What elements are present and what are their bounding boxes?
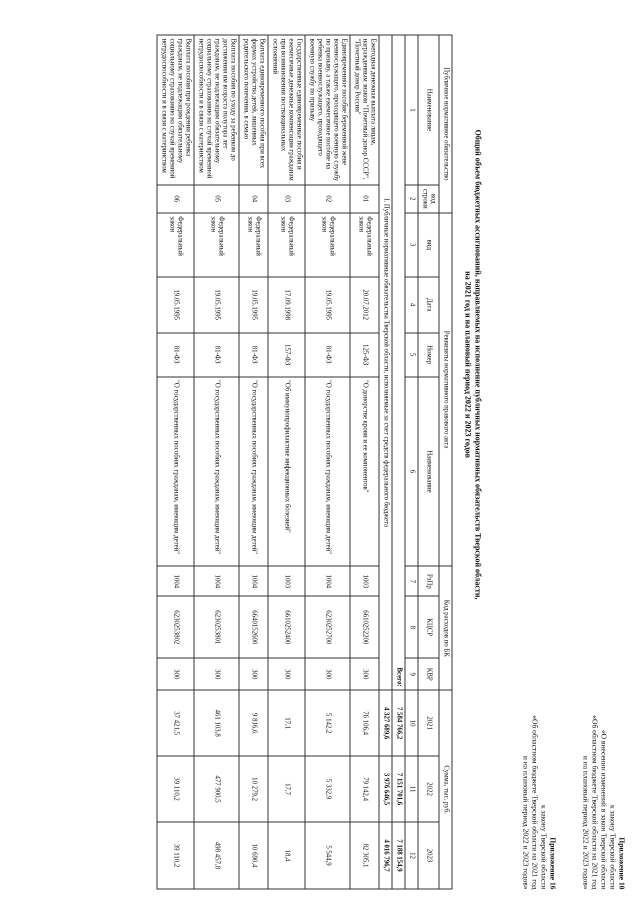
act-type: Федеральный закон (305, 213, 350, 277)
act-name: "Об иммунопрофилактике инфекционных болезней" (268, 377, 305, 567)
column-number: 10 (405, 690, 418, 756)
rzpr-code: 1003 (350, 566, 379, 596)
total-2021: 7 584 766,2 (392, 690, 405, 756)
amount-2022: 39 110,2 (157, 756, 194, 822)
column-number: 3 (405, 213, 418, 277)
amount-2023: 10 690,4 (239, 822, 268, 889)
act-type: Федеральный закон (194, 213, 239, 277)
act-number: 81-ФЗ (305, 333, 350, 377)
appendix-16-title: Приложение 16 (548, 837, 558, 890)
obligation-name: Ежегодная денежная выплата лицам, награжденным знаком "Почетный донор СССР", "Почетный донор России" (350, 35, 379, 185)
csr-code: 6610252400 (268, 596, 305, 658)
appendix-10-header (582, 510, 627, 890)
header-year-2021: 2021 (418, 690, 439, 756)
table-row (305, 35, 350, 889)
section-row (379, 35, 392, 889)
amount-2021: 9 816,6 (239, 690, 268, 756)
column-number: 4 (405, 277, 418, 333)
amount-2021: 76 106,4 (350, 690, 379, 756)
act-date: 19.05.1995 (157, 277, 194, 333)
section-2022: 3 976 646,5 (379, 756, 392, 822)
section-2021: 4 327 689,6 (379, 690, 392, 756)
appendix-16-line3: и на плановый период 2022 и 2023 годов» (521, 755, 531, 890)
column-number: 5 (405, 333, 418, 377)
act-number: 81-ФЗ (194, 333, 239, 377)
table-row (194, 35, 239, 889)
rzpr-code: 1003 (268, 566, 305, 596)
act-type: Федеральный закон (350, 213, 379, 277)
column-number: 9 (405, 658, 418, 690)
row-code: 06 (157, 185, 194, 213)
header-type: вид (418, 213, 439, 277)
table-row (157, 35, 194, 889)
csr-code: 6610252200 (350, 596, 379, 658)
header-year-2023: 2023 (418, 822, 439, 889)
act-date: 19.05.1995 (239, 277, 268, 333)
act-name: "О государственных пособиях гражданам, имеющим детей" (157, 377, 194, 567)
table-row (239, 35, 268, 889)
obligation-name: Государственные единовременные пособия и ежемесячные денежные компенсации гражданам при возникновении поствакцинальных осложнений (268, 35, 305, 185)
row-code: 01 (350, 185, 379, 213)
header-row-code: код строки (418, 185, 439, 213)
column-number: 2 (405, 185, 418, 213)
csr-code: 6230253801 (194, 596, 239, 658)
amount-2022: 477 900,5 (194, 756, 239, 822)
total-2022: 7 151 701,6 (392, 756, 405, 822)
total-label: Всего: (392, 35, 405, 690)
row-code: 05 (194, 185, 239, 213)
appendix-10-title: Приложение 10 (617, 837, 627, 890)
column-number: 8 (405, 596, 418, 658)
rzpr-code: 1004 (194, 566, 239, 596)
act-name: "О государственных пособиях гражданам, имеющим детей" (239, 377, 268, 567)
document-title-line2: на 2021 год и на плановый период 2022 и 2023 годов (463, 271, 473, 458)
header-act-name: Наименование (418, 377, 439, 567)
rzpr-code: 1004 (157, 566, 194, 596)
row-code: 04 (239, 185, 268, 213)
section-title: I. Публичные нормативные обязательства Тверской области, исполняемые за счет средств федерального бюджета (379, 35, 392, 690)
amount-2022: 79 142,4 (350, 756, 379, 822)
appendix-16-line1: к закону Тверской области (539, 804, 549, 890)
section-2023: 4 016 796,7 (379, 822, 392, 889)
column-number: 12 (405, 822, 418, 889)
rzpr-code: 1004 (239, 566, 268, 596)
amount-2021: 461 103,8 (194, 690, 239, 756)
amount-2021: 37 421,5 (157, 690, 194, 756)
kvr-code: 300 (350, 658, 379, 690)
row-code: 03 (268, 185, 305, 213)
kvr-code: 300 (157, 658, 194, 690)
kvr-code: 300 (305, 658, 350, 690)
amount-2023: 498 457,8 (194, 822, 239, 889)
kvr-code: 300 (194, 658, 239, 690)
kvr-code: 300 (239, 658, 268, 690)
header-csr: КЦСР (418, 596, 439, 658)
act-type: Федеральный закон (239, 213, 268, 277)
act-date: 19.05.1995 (305, 277, 350, 333)
csr-code: 6640152600 (239, 596, 268, 658)
row-code: 02 (305, 185, 350, 213)
obligation-name: Выплата единовременного пособия при всех формах устройства детей, лишенных родительского попечения, в семью (239, 35, 268, 185)
appendix-10-line2: «О внесении изменений в закон Тверской области (599, 729, 609, 890)
act-date: 19.05.1995 (194, 277, 239, 333)
total-row (392, 35, 405, 889)
act-number: 81-ФЗ (239, 333, 268, 377)
amount-2022: 10 279,2 (239, 756, 268, 822)
act-date: 20.07.2012 (350, 277, 379, 333)
column-number: 1 (405, 35, 418, 185)
table-row (268, 35, 305, 889)
appendix-16-header (522, 510, 558, 890)
header-sum: Сумма, тыс. руб. (439, 690, 452, 889)
header-rzpr: РзПр (418, 566, 439, 596)
amount-2023: 39 110,2 (157, 822, 194, 889)
rzpr-code: 1004 (305, 566, 350, 596)
act-type: Федеральный закон (157, 213, 194, 277)
csr-code: 6230252700 (305, 596, 350, 658)
column-numbers-row (405, 35, 418, 889)
header-obligation: Публичное нормативное обязательство (439, 35, 452, 213)
column-number: 6 (405, 377, 418, 567)
header-year-2022: 2022 (418, 756, 439, 822)
act-type: Федеральный закон (268, 213, 305, 277)
document-title-line1: Общий объем бюджетных ассигнований, направляемых на исполнение публичных нормативных обязательств Тверской области, (473, 129, 483, 600)
column-number: 11 (405, 756, 418, 822)
appendix-10-line3: «Об областном бюджете Тверской области на 2021 год (590, 715, 600, 890)
header-requisites: Реквизиты нормативного правового акта (439, 213, 452, 567)
act-number: 81-ФЗ (157, 333, 194, 377)
header-date: Дата (418, 277, 439, 333)
header-bk-codes: Код расходов по БК (439, 566, 452, 690)
appendix-10-line4: и на плановый период 2022 и 2023 годов» (581, 755, 591, 890)
header-name: Наименование (418, 35, 439, 185)
table-row (350, 35, 379, 889)
header-number: Номер (418, 333, 439, 377)
amount-2022: 5 332,9 (305, 756, 350, 822)
amount-2021: 17,1 (268, 690, 305, 756)
obligation-name: Выплата пособия по уходу за ребенком до достижения им возраста полутора лет гражданам, не подлежащим обязательному социальному страхованию на случай временной нетрудоспособности и в связи с материнством (194, 35, 239, 185)
header-kvr: КВР (418, 658, 439, 690)
act-name: "О государственных пособиях гражданам, имеющим детей" (194, 377, 239, 567)
appendix-16-line2: «Об областном бюджете Тверской области на 2021 год (530, 715, 540, 890)
document-title (463, 45, 483, 685)
amount-2023: 18,4 (268, 822, 305, 889)
obligations-table (157, 35, 453, 890)
total-2023: 7 188 154,9 (392, 822, 405, 889)
amount-2023: 5 544,9 (305, 822, 350, 889)
act-number: 125-ФЗ (350, 333, 379, 377)
landscape-sheet (8, 5, 633, 900)
obligation-rows (157, 35, 379, 889)
act-date: 17.09.1998 (268, 277, 305, 333)
amount-2023: 82 305,1 (350, 822, 379, 889)
act-name: "О донорстве крови и ее компонентов" (350, 377, 379, 567)
amount-2022: 17,7 (268, 756, 305, 822)
act-number: 157-ФЗ (268, 333, 305, 377)
appendix-10-line1: к закону Тверской области (608, 804, 618, 890)
obligation-name: Выплата пособия при рождении ребенка гражданам, не подлежащим обязательному социальному страхованию на случай временной нетрудоспособности и в связи с материнством (157, 35, 194, 185)
obligation-name: Единовременное пособие беременной жене военнослужащего, проходящего военную службу по призыву, а также ежемесячное пособие на ребенка военнослужащего, проходящего военную службу по призыву (305, 35, 350, 185)
kvr-code: 300 (268, 658, 305, 690)
csr-code: 6230253802 (157, 596, 194, 658)
act-name: "О государственных пособиях гражданам, имеющим детей" (305, 377, 350, 567)
amount-2021: 5 142,2 (305, 690, 350, 756)
column-number: 7 (405, 566, 418, 596)
